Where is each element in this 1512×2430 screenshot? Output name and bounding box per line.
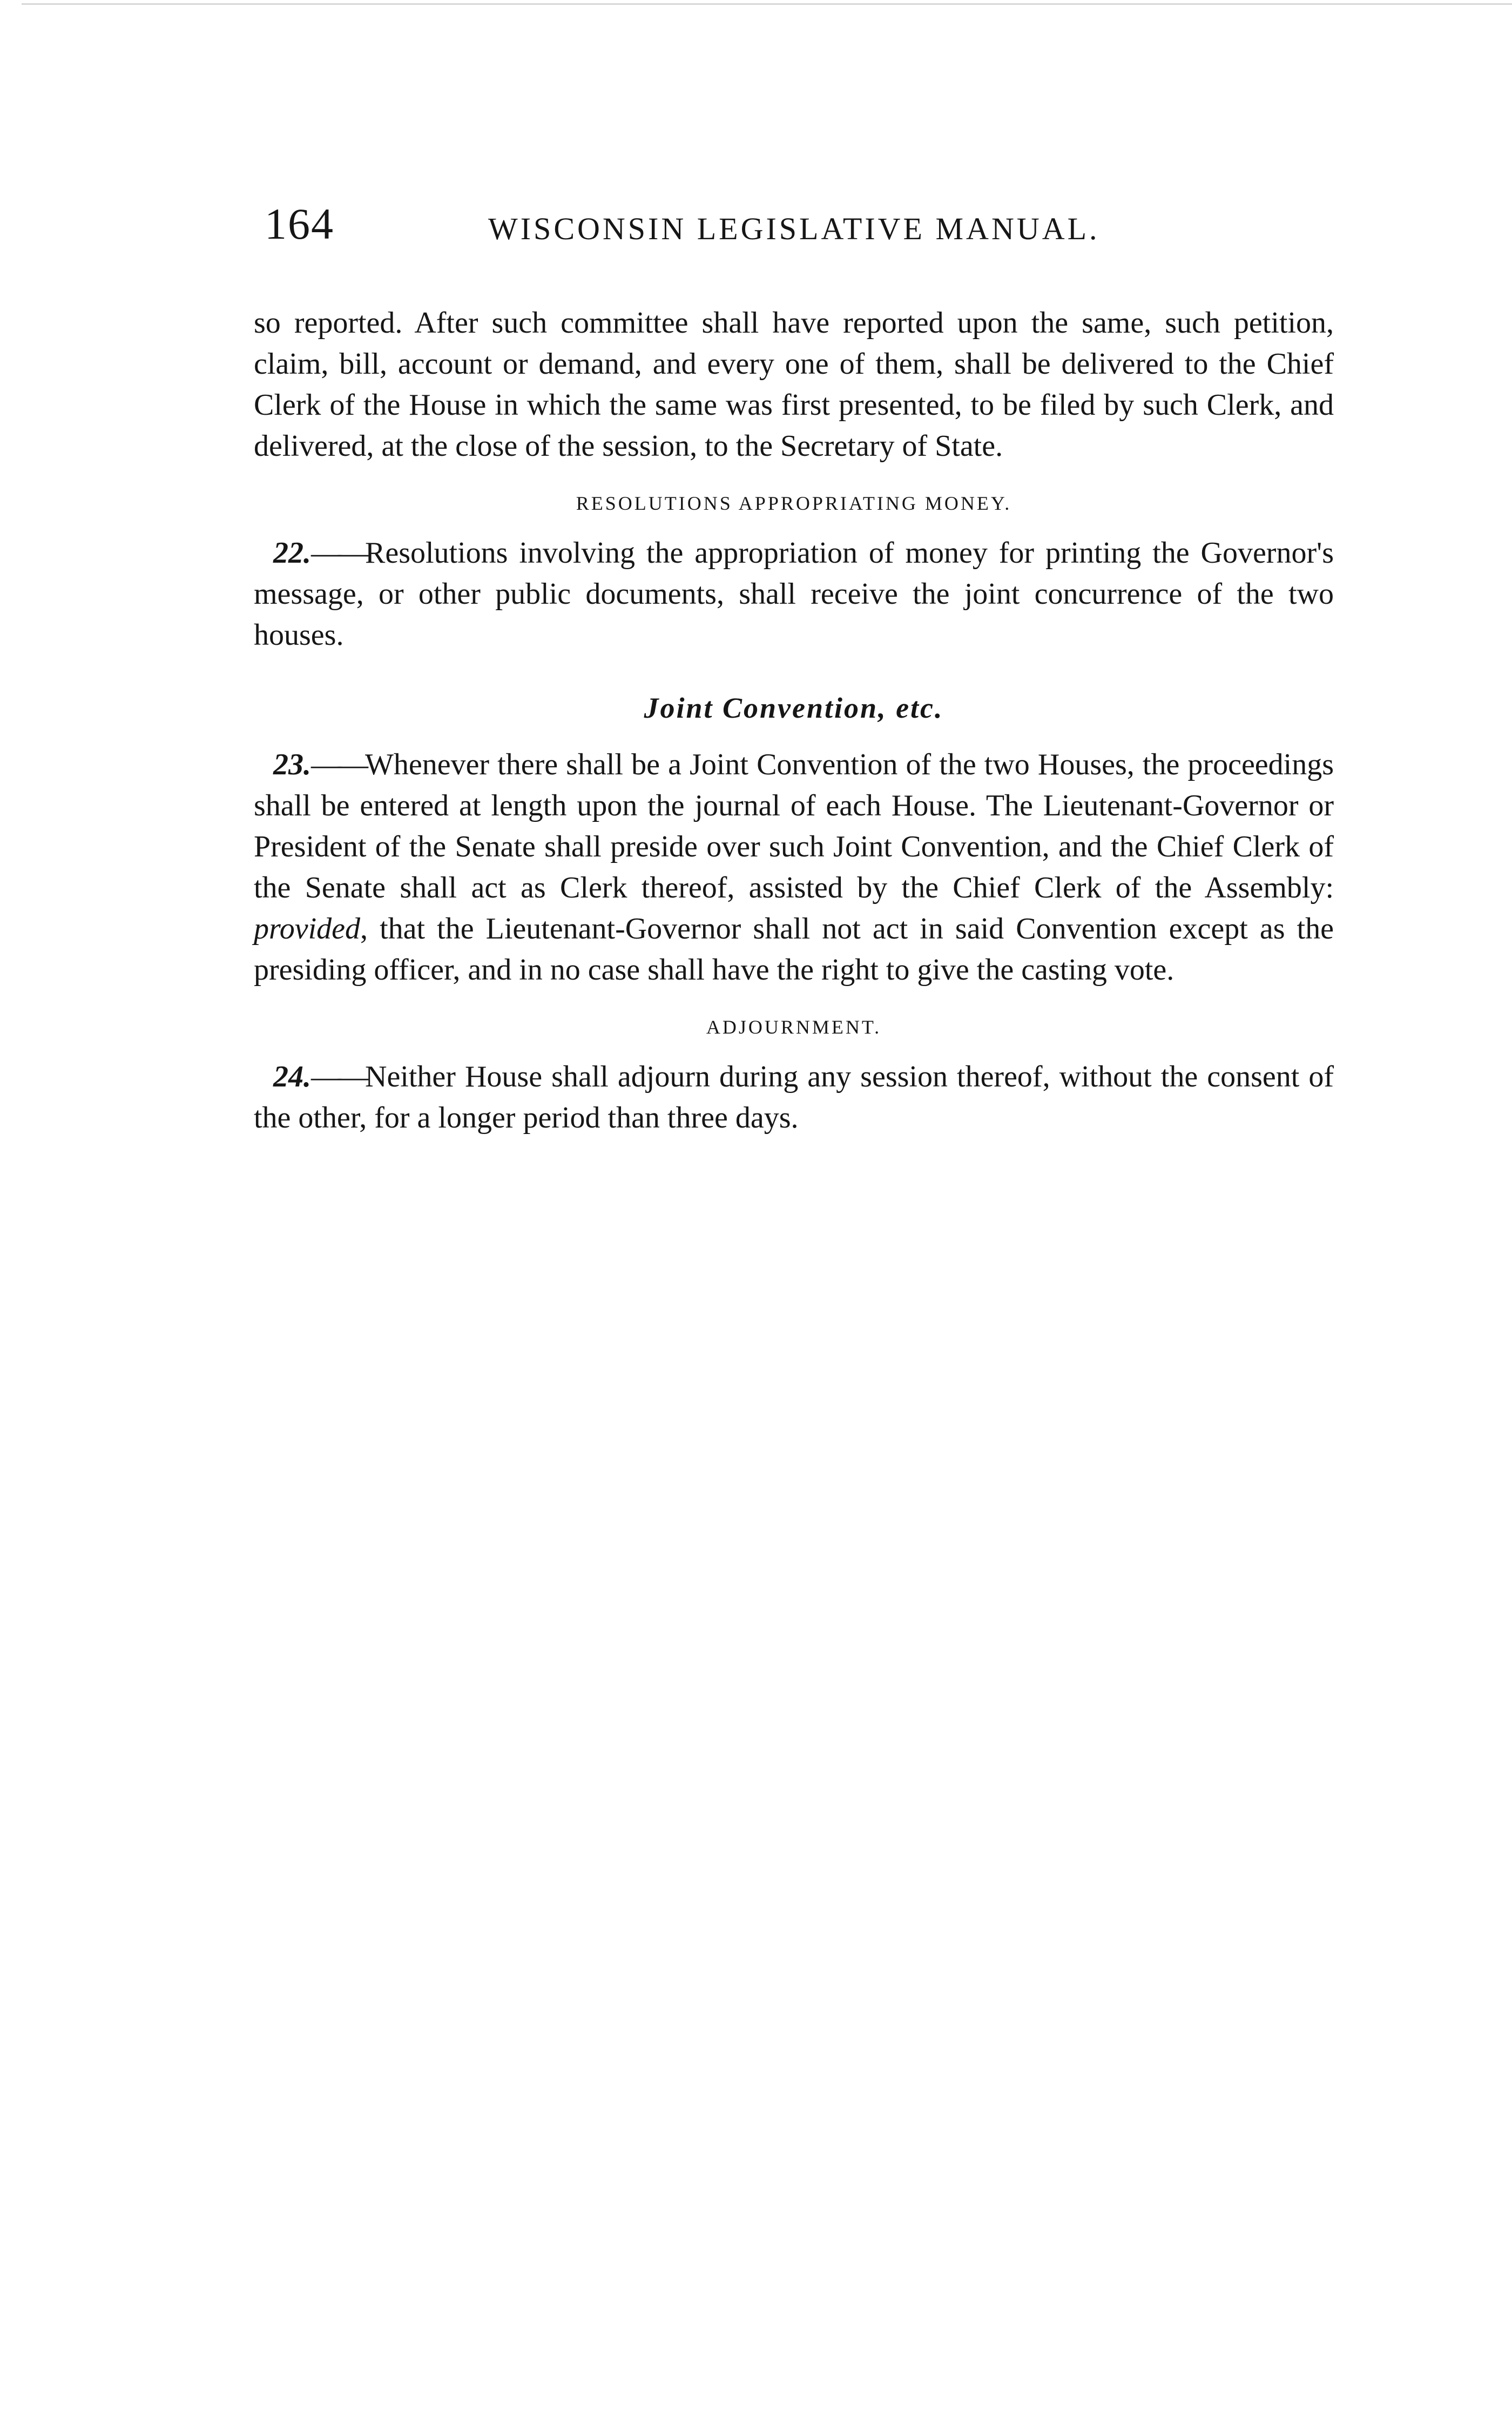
- rule-23-provided: provided: [254, 912, 360, 946]
- rule-22-text: Resolutions involving the appropriation of money for printing the Governor's message, or other public documents, shall receive the joint concurrence of the two houses.: [254, 536, 1334, 652]
- heading-resolutions-appropriating-money: RESOLUTIONS APPROPRIATING MONEY.: [576, 492, 1012, 514]
- rule-22-dash: ——: [311, 536, 365, 570]
- running-title: WISCONSIN LEGISLATIVE MANUAL.: [488, 211, 1100, 246]
- heading-joint-convention: Joint Convention, etc.: [644, 692, 944, 724]
- intro-paragraph: so reported. After such committee shall have reported upon the same, such petition, claim, bill, account or demand, and every one of them, shall be delivered to the Chief Clerk of the House in which the same was first presented, to be filed by such Clerk, and delivered, at the close of the session, to the Secretary of State.: [254, 306, 1334, 463]
- page-number: 164: [265, 199, 334, 248]
- rule-23-number: 23.: [273, 748, 311, 781]
- rule-24-text: Neither House shall adjourn during any session thereof, without the consent of the other, for a longer period than three days.: [254, 1060, 1334, 1135]
- page-edge-rule: [22, 3, 1512, 5]
- heading-adjournment: ADJOURNMENT.: [706, 1016, 882, 1038]
- page-body: [254, 302, 1334, 1138]
- page-header: [265, 194, 1345, 254]
- rule-23-text-after: , that the Lieutenant-Governor shall not act in said Convention except as the presiding officer, and in no case shall have the right to give the casting vote.: [254, 912, 1334, 987]
- rule-23-paragraph: [254, 744, 1334, 990]
- rule-24-dash: ——: [311, 1060, 365, 1094]
- rule-22-number: 22.: [273, 536, 311, 570]
- rule-23-text-before: Whenever there shall be a Joint Convention of the two Houses, the proceedings shall be entered at length upon the journal of each House. The Lieutenant-Governor or President of the Senate shall preside over such Joint Convention, and the Chief Clerk of the Senate shall act as Clerk thereof, assisted by the Chief Clerk of the Assembly:: [254, 748, 1334, 905]
- rule-24-number: 24.: [273, 1060, 311, 1094]
- rule-24-paragraph: [254, 1056, 1334, 1138]
- rule-23-dash: ——: [311, 748, 365, 781]
- rule-22-paragraph: [254, 532, 1334, 656]
